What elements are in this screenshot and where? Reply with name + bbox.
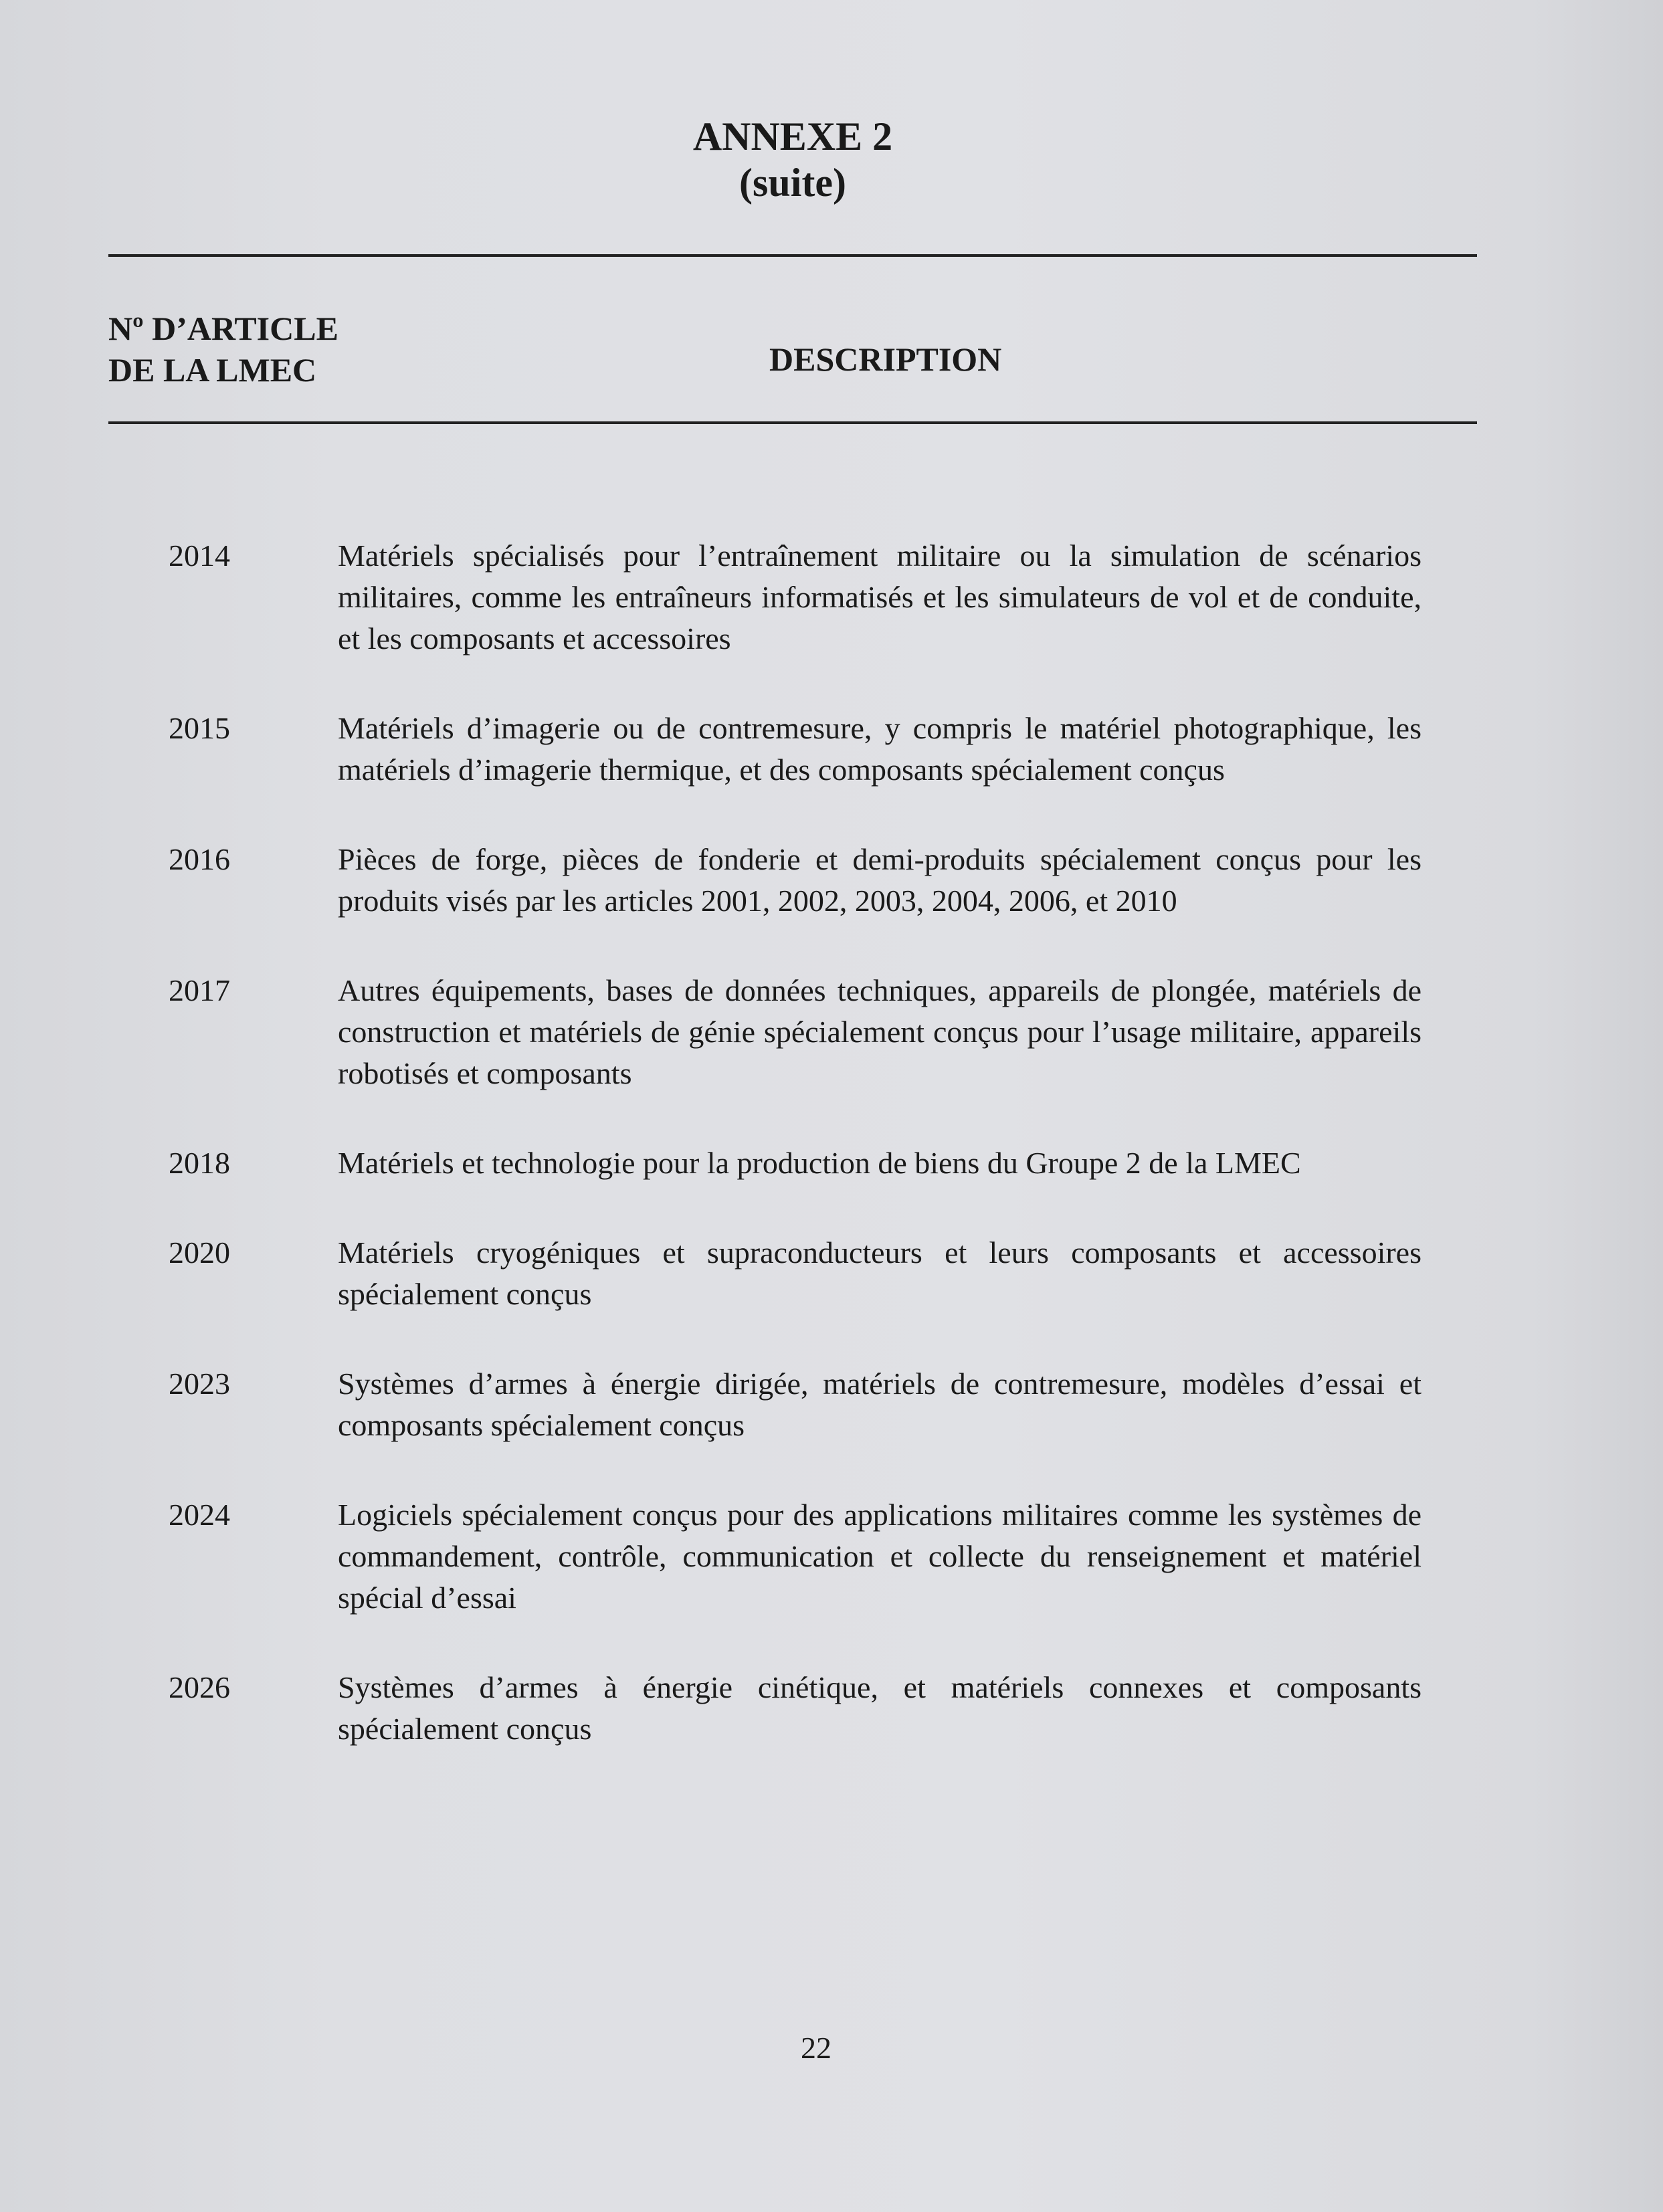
annex-title: ANNEXE 2 — [692, 114, 893, 159]
header-top-rule — [108, 254, 1477, 257]
article-description: Autres équipements, bases de données techniques, appareils de plongée, matériels de construction et matériels de génie spécialement conçus pour l’usage militaire, appareils robotisés et composants — [338, 973, 1422, 1090]
article-header-line-2: DE LA LMEC — [108, 351, 317, 389]
list-item — [0, 1494, 1663, 1619]
article-number: 2018 — [169, 1146, 230, 1180]
article-number: 2020 — [169, 1235, 230, 1270]
list-item — [0, 1142, 1663, 1184]
article-description: Systèmes d’armes à énergie dirigée, matériels de contremesure, modèles d’essai et composants spécialement conçus — [338, 1367, 1422, 1442]
list-item — [0, 1667, 1663, 1750]
article-description: Pièces de forge, pièces de fonderie et demi-produits spécialement conçus pour les produits visés par les articles 2001, 2002, 2003, 2004, 2006, et 2010 — [338, 842, 1422, 918]
article-number: 2014 — [169, 538, 230, 573]
article-description: Logiciels spécialement conçus pour des applications militaires comme les systèmes de commandement, contrôle, communication et collecte du renseignement et matériel spécial d’essai — [338, 1498, 1422, 1615]
article-number: 2024 — [169, 1498, 230, 1532]
list-item — [0, 708, 1663, 791]
page-number: 22 — [801, 2031, 832, 2065]
list-item — [0, 1363, 1663, 1446]
article-list — [0, 535, 1663, 1798]
header-bottom-rule — [108, 421, 1477, 424]
article-description: Matériels cryogéniques et supraconducteurs et leurs composants et accessoires spécialement conçus — [338, 1235, 1422, 1311]
list-item — [0, 535, 1663, 660]
article-header-line-1: Nº D’ARTICLE — [108, 310, 338, 347]
page-title — [0, 114, 1585, 206]
list-item — [0, 970, 1663, 1094]
article-number: 2015 — [169, 711, 230, 745]
list-item — [0, 839, 1663, 922]
article-number: 2026 — [169, 1670, 230, 1704]
article-number: 2016 — [169, 842, 230, 876]
annex-subtitle: (suite) — [739, 161, 846, 205]
list-item — [0, 1232, 1663, 1315]
article-number-column-header — [108, 308, 338, 391]
article-number: 2023 — [169, 1367, 230, 1401]
article-description: Matériels et technologie pour la production de biens du Groupe 2 de la LMEC — [338, 1146, 1301, 1180]
article-description: Systèmes d’armes à énergie cinétique, et matériels connexes et composants spécialement conçus — [338, 1670, 1422, 1746]
description-column-header: DESCRIPTION — [769, 340, 1002, 378]
article-description: Matériels spécialisés pour l’entraînement militaire ou la simulation de scénarios militaires, comme les entraîneurs informatisés et les simulateurs de vol et de conduite, et les composants et accessoires — [338, 538, 1422, 656]
article-description: Matériels d’imagerie ou de contremesure, y compris le matériel photographique, les matériels d’imagerie thermique, et des composants spécialement conçus — [338, 711, 1422, 787]
article-number: 2017 — [169, 973, 230, 1007]
